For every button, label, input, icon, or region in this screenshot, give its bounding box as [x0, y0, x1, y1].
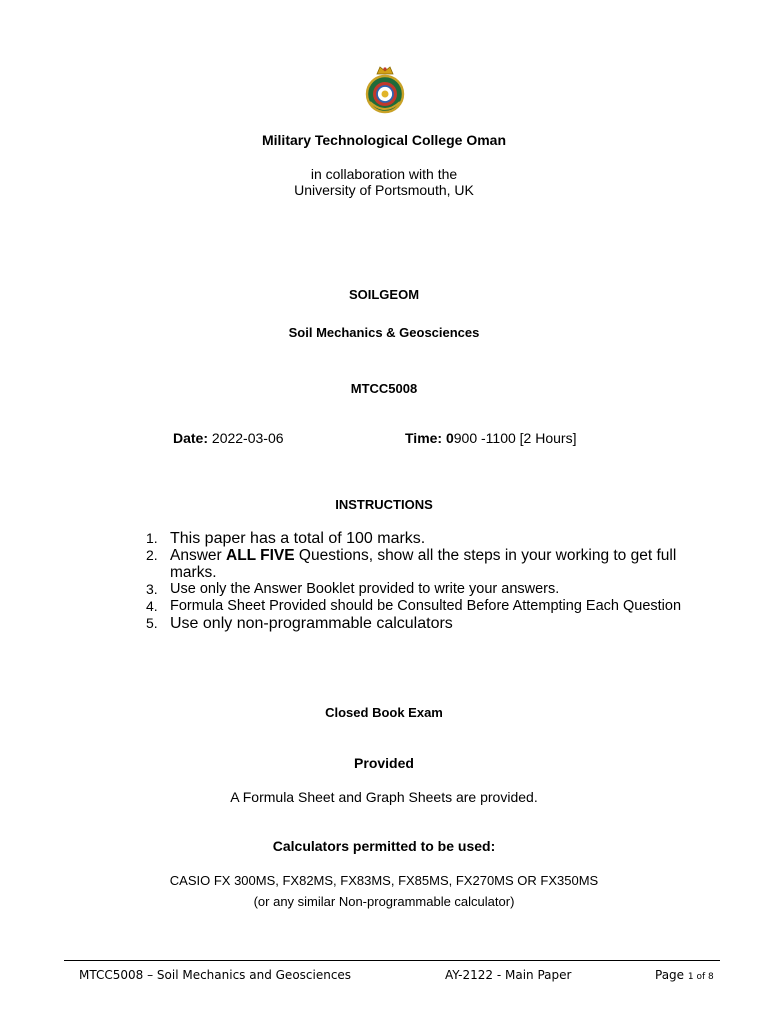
- calculators-heading: Calculators permitted to be used:: [272, 838, 496, 854]
- collaboration-line: in collaboration with the: [310, 166, 458, 182]
- provided-text: A Formula Sheet and Graph Sheets are provided.: [230, 789, 538, 805]
- list-item: 1. This paper has a total of 100 marks.: [146, 530, 426, 547]
- university-name: University of Portsmouth, UK: [294, 182, 474, 198]
- closed-book-label: Closed Book Exam: [325, 705, 443, 720]
- list-item: 2. Answer ALL FIVE Questions, show all the steps in your working to get full marks.: [146, 547, 677, 581]
- footer-page-number: Page 1 of 8: [655, 968, 714, 982]
- course-title: Soil Mechanics & Geosciences: [288, 325, 480, 340]
- date-value: 2022-03-06: [211, 430, 284, 446]
- list-item: 3. Use only the Answer Booklet provided to write your answers.: [146, 581, 560, 597]
- time-value: 900 -1100 [2 Hours]: [453, 430, 577, 446]
- college-crest-logo: [364, 64, 406, 116]
- calculator-note: (or any similar Non-programmable calculator): [253, 894, 515, 909]
- exam-time: [405, 430, 576, 446]
- instructions-heading: INSTRUCTIONS: [335, 497, 433, 512]
- footer-divider: [64, 960, 720, 961]
- list-item: 4. Formula Sheet Provided should be Consulted Before Attempting Each Question: [146, 598, 682, 614]
- course-short-name: SOILGEOM: [348, 287, 420, 302]
- footer-paper: AY-2122 - Main Paper: [445, 968, 572, 982]
- list-item: 5. Use only non-programmable calculators: [146, 615, 453, 632]
- footer-course: MTCC5008 – Soil Mechanics and Geosciences: [79, 968, 352, 982]
- provided-heading: Provided: [354, 755, 414, 771]
- course-code: MTCC5008: [350, 381, 418, 396]
- date-label: Date:: [173, 430, 209, 446]
- time-label: Time: 0: [405, 430, 454, 446]
- instructions-list: [142, 530, 702, 632]
- college-name: Military Technological College Oman: [261, 132, 506, 148]
- calculator-models: CASIO FX 300MS, FX82MS, FX83MS, FX85MS, FX270MS OR FX350MS: [169, 873, 599, 888]
- exam-date: [173, 430, 284, 446]
